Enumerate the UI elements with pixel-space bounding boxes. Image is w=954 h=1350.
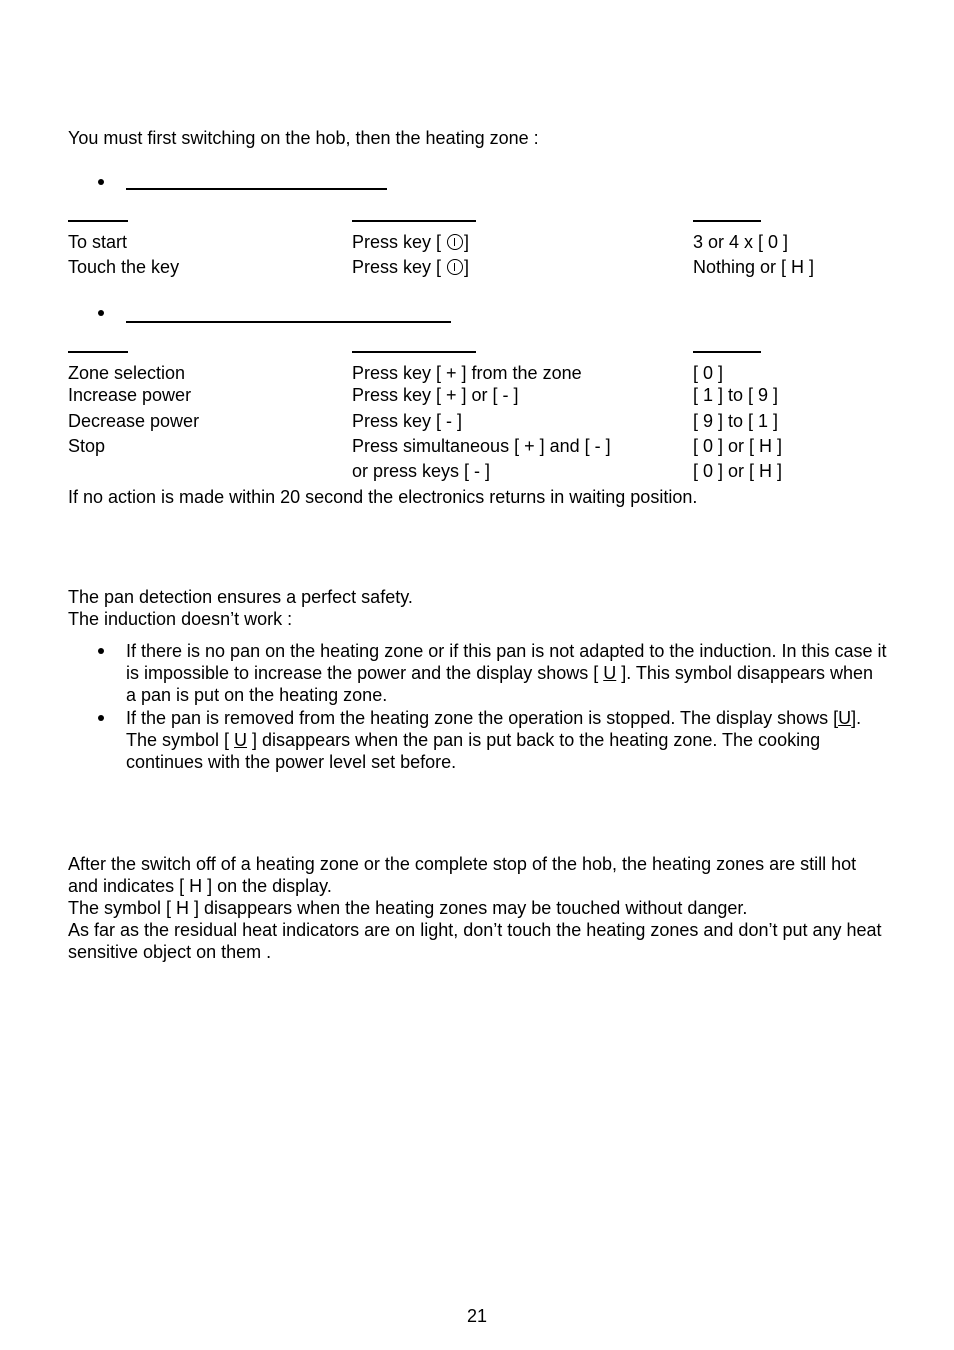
action-cell: Increase power <box>68 385 192 405</box>
heading-rule <box>126 188 387 190</box>
action-cell: Zone selection <box>68 363 186 383</box>
display-cell: [ 0 ] or [ H ] <box>693 461 783 481</box>
heading-rule <box>126 321 451 323</box>
column-header-rule <box>693 351 761 353</box>
key-cell: Press key [ ] <box>352 232 470 252</box>
action-cell: To start <box>68 232 128 252</box>
display-cell: 3 or 4 x [ 0 ] <box>693 232 789 252</box>
action-cell: Stop <box>68 436 106 456</box>
residual-paragraph: As far as the residual heat indicators are on light, don’t touch the heating zones and don’t put any heat sensitive object on them . <box>68 920 882 962</box>
display-cell: Nothing or [ H ] <box>693 257 815 277</box>
power-icon <box>447 234 463 250</box>
key-cell: Press key [ ] <box>352 257 470 277</box>
bullet-marker <box>98 310 104 316</box>
key-cell: Press key [ + ] or [ - ] <box>352 385 519 405</box>
key-cell: Press key [ - ] <box>352 411 463 431</box>
display-cell: [ 1 ] to [ 9 ] <box>693 385 779 405</box>
action-cell: Decrease power <box>68 411 200 431</box>
timeout-note: If no action is made within 20 second the electronics returns in waiting position. <box>68 487 698 507</box>
residual-paragraph: After the switch off of a heating zone or the complete stop of the hob, the heating zones are still hot and indicates [ H ] on the display. <box>68 854 857 896</box>
bullet-marker <box>98 648 104 654</box>
page-number: 21 <box>466 1306 488 1326</box>
list-item: If the pan is removed from the heating zone the operation is stopped. The display shows [U]. The symbol [ U ] disappears when the pan is put back to the heating zone. The cooking continues with the power level set before. <box>68 707 888 773</box>
pan-subintro: The induction doesn’t work : <box>68 609 293 629</box>
bullet-marker <box>98 179 104 185</box>
key-cell: or press keys [ - ] <box>352 461 491 481</box>
column-header-rule <box>352 220 476 222</box>
bullet-marker <box>98 715 104 721</box>
pan-intro: The pan detection ensures a perfect safety. <box>68 587 413 607</box>
column-header-rule <box>68 351 128 353</box>
display-cell: [ 9 ] to [ 1 ] <box>693 411 779 431</box>
action-cell: Touch the key <box>68 257 180 277</box>
display-cell: [ 0 ] <box>693 363 724 383</box>
display-cell: [ 0 ] or [ H ] <box>693 436 783 456</box>
list-item: If there is no pan on the heating zone or if this pan is not adapted to the induction. In this case it is impossible to increase the power and the display shows [ U ]. This symbol disappears when a pan is put on the heating zone. <box>68 640 888 706</box>
key-cell: Press simultaneous [ + ] and [ - ] <box>352 436 611 456</box>
residual-paragraph: The symbol [ H ] disappears when the heating zones may be touched without danger. <box>68 898 748 918</box>
column-header-rule <box>68 220 128 222</box>
power-icon <box>447 259 463 275</box>
key-cell: Press key [ + ] from the zone <box>352 363 582 383</box>
intro-text: You must first switching on the hob, then the heating zone : <box>68 128 539 148</box>
pan-bullet-list <box>68 640 888 774</box>
column-header-rule <box>693 220 761 222</box>
column-header-rule <box>352 351 476 353</box>
